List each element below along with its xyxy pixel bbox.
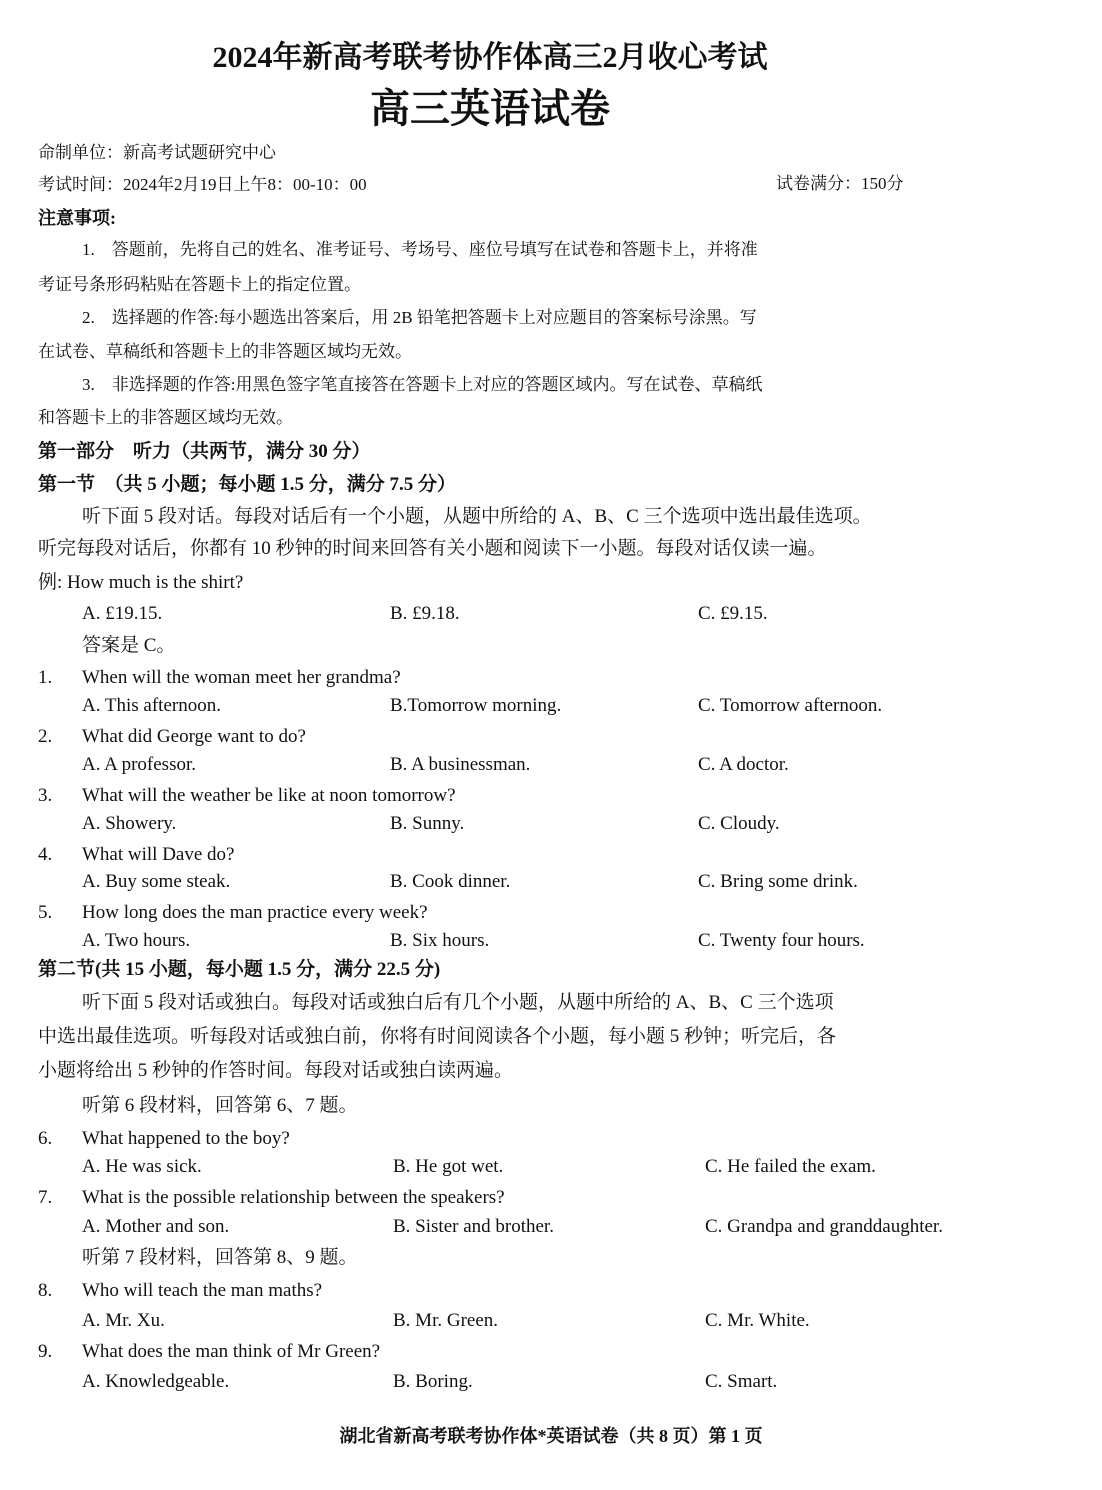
exam-time: 考试时间：2024年2月19日上午8：00-10：00 — [38, 175, 367, 194]
option-c: C. Twenty four hours. — [698, 930, 865, 951]
notes-line: 在试卷、草稿纸和答题卡上的非答题区域均无效。 — [38, 342, 412, 361]
section1-instructions-line: 听下面 5 段对话。每段对话后有一个小题，从题中所给的 A、B、C 三个选项中选出最佳选项。 — [82, 506, 872, 527]
option-a: A. Knowledgeable. — [82, 1371, 230, 1392]
part1-heading: 第一部分 听力（共两节，满分 30 分） — [38, 441, 371, 462]
option-c: C. A doctor. — [698, 754, 789, 775]
question-text: How long does the man practice every week? — [82, 902, 428, 923]
material-7-note: 听第 7 段材料，回答第 8、9 题。 — [82, 1247, 358, 1268]
question-text: When will the woman meet her grandma? — [82, 667, 401, 688]
author-unit: 命制单位：新高考试题研究中心 — [38, 143, 276, 162]
question-number: 9. — [38, 1341, 53, 1362]
option-b: B. Six hours. — [390, 930, 490, 951]
section1-heading: 第一节 （共 5 小题；每小题 1.5 分，满分 7.5 分） — [38, 474, 457, 495]
question-text: What happened to the boy? — [82, 1128, 290, 1149]
question-text: What did George want to do? — [82, 726, 306, 747]
option-c: C. Smart. — [705, 1371, 778, 1392]
example-question: 例: How much is the shirt? — [38, 572, 244, 593]
section2-heading: 第二节(共 15 小题，每小题 1.5 分，满分 22.5 分) — [38, 959, 441, 980]
notes-line: 1. 答题前，先将自己的姓名、准考证号、考场号、座位号填写在试卷和答题卡上，并将准 — [82, 240, 758, 259]
section1-instructions-line: 听完每段对话后，你都有 10 秒钟的时间来回答有关小题和阅读下一小题。每段对话仅读一遍。 — [38, 538, 827, 559]
option-c: C. He failed the exam. — [705, 1156, 876, 1177]
question-number: 6. — [38, 1128, 53, 1149]
option-a: A. A professor. — [82, 754, 196, 775]
question-number: 4. — [38, 844, 53, 865]
question-number: 1. — [38, 667, 53, 688]
option-b: B. Sister and brother. — [393, 1216, 554, 1237]
option-b: B. Mr. Green. — [393, 1310, 499, 1331]
notes-heading: 注意事项: — [38, 208, 116, 228]
section2-instructions-line: 中选出最佳选项。听每段对话或独白前，你将有时间阅读各个小题，每小题 5 秒钟；听完后，各 — [38, 1026, 837, 1047]
exam-subtitle: 高三英语试卷 — [370, 86, 610, 131]
option-a: A. Buy some steak. — [82, 871, 231, 892]
option-b: B. Sunny. — [390, 813, 465, 834]
question-number: 2. — [38, 726, 53, 747]
option-b: B.Tomorrow morning. — [390, 695, 562, 716]
option-b: B. Boring. — [393, 1371, 473, 1392]
exam-title: 2024年新高考联考协作体高三2月收心考试 — [212, 41, 768, 74]
example-option-b: B. £9.18. — [390, 603, 460, 624]
notes-line: 考证号条形码粘贴在答题卡上的指定位置。 — [38, 275, 361, 294]
question-number: 5. — [38, 902, 53, 923]
option-b: B. Cook dinner. — [390, 871, 511, 892]
question-number: 3. — [38, 785, 53, 806]
option-a: A. This afternoon. — [82, 695, 221, 716]
question-text: What does the man think of Mr Green? — [82, 1341, 381, 1362]
notes-line: 3. 非选择题的作答:用黑色签字笔直接答在答题卡上对应的答题区域内。写在试卷、草稿纸 — [82, 375, 763, 394]
question-number: 8. — [38, 1280, 53, 1301]
notes-line: 2. 选择题的作答:每小题选出答案后，用 2B 铅笔把答题卡上对应题目的答案标号涂黑。写 — [82, 308, 757, 327]
example-answer: 答案是 C。 — [82, 635, 176, 656]
notes-line: 和答题卡上的非答题区域均无效。 — [38, 408, 293, 427]
question-text: Who will teach the man maths? — [82, 1280, 323, 1301]
option-c: C. Cloudy. — [698, 813, 780, 834]
question-text: What will Dave do? — [82, 844, 235, 865]
question-text: What will the weather be like at noon tomorrow? — [82, 785, 456, 806]
option-c: C. Mr. White. — [705, 1310, 810, 1331]
full-score: 试卷满分：150分 — [776, 174, 904, 193]
option-a: A. He was sick. — [82, 1156, 202, 1177]
option-a: A. Showery. — [82, 813, 177, 834]
option-a: A. Mr. Xu. — [82, 1310, 165, 1331]
section2-instructions-line: 小题将给出 5 秒钟的作答时间。每段对话或独白读两遍。 — [38, 1060, 514, 1081]
option-a: A. Mother and son. — [82, 1216, 230, 1237]
material-6-note: 听第 6 段材料，回答第 6、7 题。 — [82, 1095, 358, 1116]
option-c: C. Tomorrow afternoon. — [698, 695, 883, 716]
page-footer: 湖北省新高考联考协作体*英语试卷（共 8 页）第 1 页 — [339, 1426, 763, 1446]
option-c: C. Bring some drink. — [698, 871, 858, 892]
option-c: C. Grandpa and granddaughter. — [705, 1216, 943, 1237]
example-option-c: C. £9.15. — [698, 603, 768, 624]
question-number: 7. — [38, 1187, 53, 1208]
section2-instructions-line: 听下面 5 段对话或独白。每段对话或独白后有几个小题，从题中所给的 A、B、C 三个选项 — [82, 992, 834, 1013]
example-option-a: A. £19.15. — [82, 603, 163, 624]
question-text: What is the possible relationship between the speakers? — [82, 1187, 505, 1208]
option-b: B. A businessman. — [390, 754, 531, 775]
option-b: B. He got wet. — [393, 1156, 504, 1177]
option-a: A. Two hours. — [82, 930, 191, 951]
